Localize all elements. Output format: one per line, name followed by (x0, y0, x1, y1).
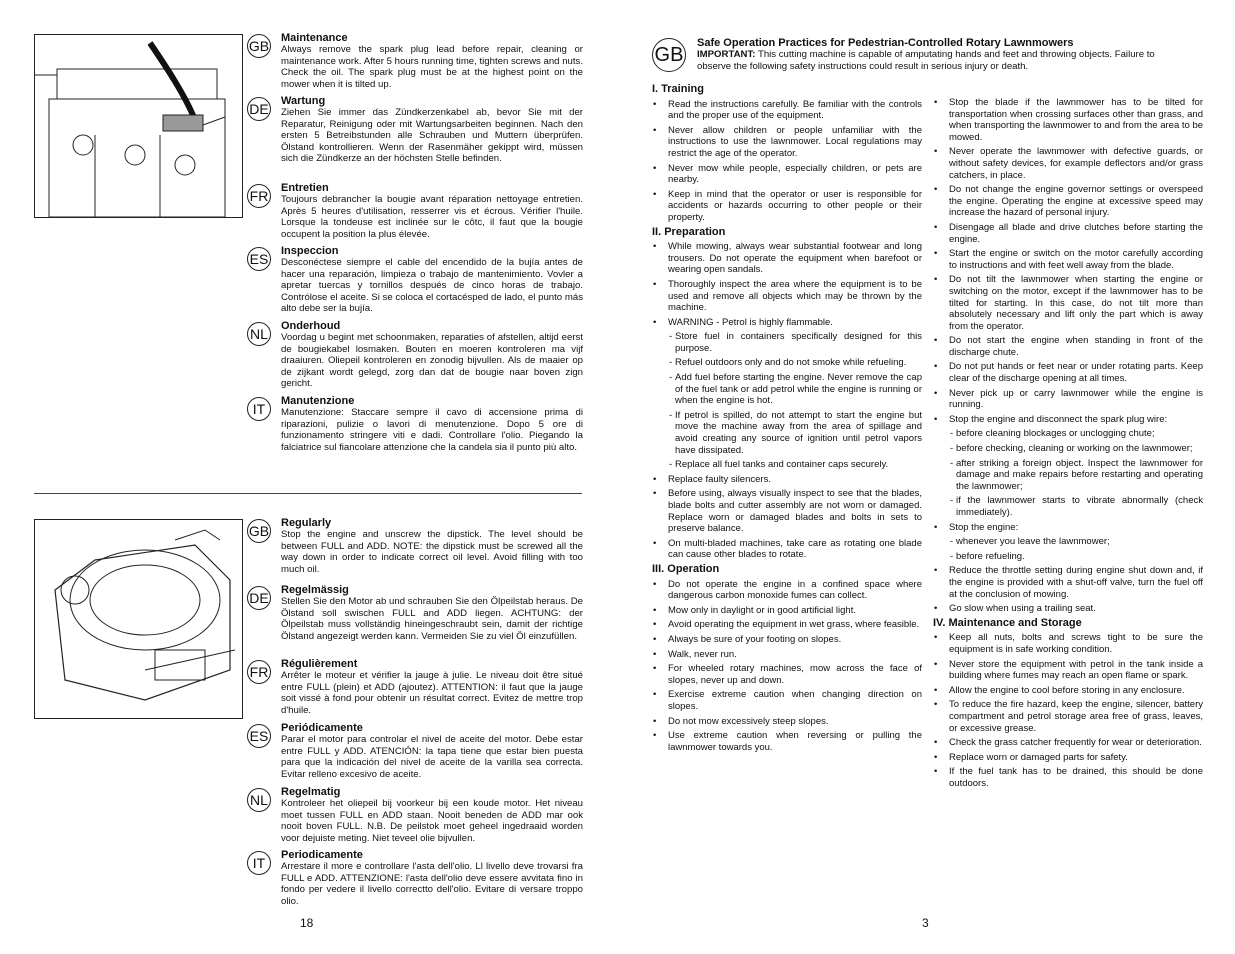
list-item: • Go slow when using a trailing seat. (933, 603, 1203, 615)
block-text: Parar el motor para controlar el nivel de aceite del motor. Debe estar entre FULL y ADD. ATENCIÓN: la tapa tiene que estar bien puesta para que la indicación del nivel de aceite de la varilla sea correcta. Evitar relleno excesivo de aceite. (281, 734, 583, 780)
block-text: Manutenzione: Staccare sempre il cavo di accensione prima di riparazioni, pulizie o lavori di menutenzione. Dopo 5 ore di funzionamento stringere viti e dadi. Controllare l'olio. Piegando la falciatrice sul fiancolare attenzione che la candela sia il punto più alto. (281, 407, 583, 453)
operation-continued-list (933, 97, 1203, 615)
list-item: • While mowing, always wear substantial footwear and long trousers. Do not operate the equipment when barefoot or wearing open sandals. (652, 241, 922, 276)
operation-list (652, 579, 922, 754)
block-title: Wartung (281, 95, 326, 107)
block-title: Entretien (281, 182, 329, 194)
safety-intro (697, 37, 1187, 72)
block-text: Always remove the spark plug lead before repair, cleaning or maintenance work. After 5 hours running time, tighten screws and nuts. Check the oil. The spark plug must be at the highest point on the mower when it is tilted up. (281, 44, 583, 90)
list-item: - Replace all fuel tanks and container caps securely. (652, 459, 922, 471)
engine-spark-plug-figure (34, 34, 243, 218)
regularly-block-de (281, 584, 583, 642)
list-item: • WARNING - Petrol is highly flammable. (652, 317, 922, 329)
list-item: • Check the grass catcher frequently for wear or deterioration. (933, 737, 1203, 749)
block-text: Voordag u begint met schoonmaken, reparaties of afstellen, altijd eerst de bougiekabel losmaken. Bouten en moeren kontroleren ma vijf draaiuren. Oliepeil kontroleren en zonodig bijvullen. Als de maaier op de zijkant wordt gelegd, zorg dan dat de bougie naar boven zign gericht. (281, 332, 583, 390)
list-item: - If petrol is spilled, do not attempt to start the engine but move the machine away from the area of spillage and avoid creating any source of ignition until petrol vapors have dissipated. (652, 410, 922, 456)
list-item: • On multi-bladed machines, take care as rotating one blade can cause other blades to rotate. (652, 538, 922, 561)
engine-dipstick-icon (35, 520, 242, 718)
list-item: - Refuel outdoors only and do not smoke while refueling. (652, 357, 922, 369)
list-item: • Stop the blade if the lawnmower has to be tilted for transportation when crossing surfaces other than grass, and when transporting the lawnmower to and from the area to be mowed. (933, 97, 1203, 143)
list-item: - before refueling. (933, 551, 1203, 563)
list-item: • Allow the engine to cool before storing in any enclosure. (933, 685, 1203, 697)
engine-spark-plug-icon (35, 35, 242, 217)
lang-badge-de: DE (247, 97, 271, 121)
list-item: • Keep all nuts, bolts and screws tight to be sure the equipment is in safe working condition. (933, 632, 1203, 655)
list-item: • Never operate the lawnmower with defective guards, or without safety devices, for example deflectors and/or grass catchers, in place. (933, 146, 1203, 181)
list-item: • Avoid operating the equipment in wet grass, where feasible. (652, 619, 922, 631)
list-item: • For wheeled rotary machines, mow across the face of slopes, never up and down. (652, 663, 922, 686)
section-operation-heading: III. Operation (652, 562, 720, 575)
list-item: • Disengage all blade and drive clutches before starting the engine. (933, 222, 1203, 245)
lang-badge-it: IT (247, 851, 271, 875)
page-number-right: 3 (922, 916, 929, 930)
list-item: • Never store the equipment with petrol in the tank inside a building where fumes may reach an open flame or spark. (933, 659, 1203, 682)
maintenance-block-es (281, 245, 583, 315)
safety-title: Safe Operation Practices for Pedestrian-Controlled Rotary Lawnmowers (697, 37, 1074, 49)
list-item: • Replace faulty silencers. (652, 474, 922, 486)
block-text: Ziehen Sie immer das Zündkerzenkabel ab, bevor Sie mit der Reparatur, Reinigung oder mit Wartungsarbeiten beginnen. Nach den ersten 5 Betreibstunden alle Schrauben und Muttern überprüfen. Ölstand kontrollieren. Wenn der Rasenmäher gekippt wird, müssen sich die Zündkerze an der höchsten Stelle befinden. (281, 107, 583, 165)
training-list (652, 99, 922, 224)
lang-badge-gb: GB (247, 519, 271, 543)
list-item: • Replace worn or damaged parts for safety. (933, 752, 1203, 764)
important-note (697, 49, 1187, 72)
block-title: Regelmatig (281, 786, 341, 798)
lang-badge-de: DE (247, 586, 271, 610)
list-item: • Before using, always visually inspect to see that the blades, blade bolts and cutter assembly are not worn or damaged. Replace worn or damaged blades and bolts in sets to preserve balance. (652, 488, 922, 534)
regularly-block-fr (281, 658, 583, 716)
list-item: • If the fuel tank has to be drained, this should be done outdoors. (933, 766, 1203, 789)
block-title: Inspeccion (281, 245, 339, 257)
list-item: • Mow only in daylight or in good artificial light. (652, 605, 922, 617)
block-text: Toujours debrancher la bougie avant réparation nettoyage entretien. Après 5 heures d'utilisation, resserrer vis et écrous. Vérifier l'huile. Lorsque la tondeuse est inclinée sur le côtc, il faut que la bougie occupent la position la plus élevée. (281, 194, 583, 240)
list-item: • Stop the engine: (933, 522, 1203, 534)
block-text: Kontroleer het oliepeil bij voorkeur bij een koude motor. Het niveau moet tussen FULL en ADD staan. Nooit beneden de ADD mar ook nooit boven FULL. N.B. De peilstok moet geheel ingedraaid worden voor dejuiste meting. Niet teveel olie bijvullen. (281, 798, 583, 844)
lang-badge-it: IT (247, 397, 271, 421)
list-item: • Do not put hands or feet near or under rotating parts. Keep clear of the discharge opening at all times. (933, 361, 1203, 384)
list-item: - before cleaning blockages or unclogging chute; (933, 428, 1203, 440)
list-item: • Exercise extreme caution when changing direction on slopes. (652, 689, 922, 712)
list-item: - whenever you leave the lawnmower; (933, 536, 1203, 548)
regularly-block-es (281, 722, 583, 780)
list-item: • Reduce the throttle setting during engine shut down and, if the engine is provided with a shut-off valve, turn the fuel off at the conclusion of mowing. (933, 565, 1203, 600)
preparation-list (652, 241, 922, 561)
list-item: • Never mow while people, especially children, or pets are nearby. (652, 163, 922, 186)
safety-column-left (652, 84, 922, 756)
list-item: - Add fuel before starting the engine. Never remove the cap of the fuel tank or add petrol while the engine is running or when the engine is hot. (652, 372, 922, 407)
list-item: • Do not operate the engine in a confined space where dangerous carbon monoxide fumes can collect. (652, 579, 922, 602)
block-title: Periodicamente (281, 849, 363, 861)
list-item: • Do not tilt the lawnmower when starting the engine or switching on the motor, except if the lawnmower has to be tilted for starting. In this case, do not tilt more than absolutely necessary and lift only the part which is away from the operator. (933, 274, 1203, 332)
block-text: Arrestare il more e controllare l'asta dell'olio. Ll livello deve trovarsi fra FULL e ADD. ATTENZIONE: l'asta dell'olio deve essere avvitata fino in fondo per vedere il livello correctto dell'olio. Evitare di versare troppo olio. (281, 861, 583, 907)
list-item: • Do not mow excessively steep slopes. (652, 716, 922, 728)
block-title: Onderhoud (281, 320, 341, 332)
list-item: • Walk, never run. (652, 649, 922, 661)
block-title: Regelmässig (281, 584, 349, 596)
list-item: • Start the engine or switch on the motor carefully according to instructions and with feet well away from the blade. (933, 248, 1203, 271)
page-number-left: 18 (300, 916, 314, 930)
list-item: • To reduce the fire hazard, keep the engine, silencer, battery compartment and petrol storage area free of grass, leaves, or excessive grease. (933, 699, 1203, 734)
list-item: • Read the instructions carefully. Be familiar with the controls and the proper use of the equipment. (652, 99, 922, 122)
block-text: Stellen Sie den Motor ab und schrauben Sie den Ölpeilstab heraus. De Ölstand soll swischen FULL and ADD liegen. ACHTUNG: der Ölpeilstab muss vollständig hineingeschraubt sein, damit der richtige Ölstand angezeigt werden kann. Vermeiden Sie zu viel Öl einzufüllen. (281, 596, 583, 642)
list-item: • Never allow children or people unfamiliar with the instructions to use the lawnmower. Local regulations may restrict the age of the operator. (652, 125, 922, 160)
list-item: - after striking a foreign object. Inspect the lawnmower for damage and make repairs before restarting and operating the lawnmower; (933, 458, 1203, 493)
list-item: - if the lawnmower starts to vibrate abnormally (check immediately). (933, 495, 1203, 518)
block-text: Desconéctese siempre el cable del encendido de la bujía antes de hacer una reparación, limpieza o trabajo de mantenimiento. Vovler a apretar tuercas y tornillos después de cinco horas de trabajo. Contrólose el aceite. Si se coloca el cortacésped de lado, el punto más alto debe ser la bujía. (281, 257, 583, 315)
section-maintenance-heading: IV. Maintenance and Storage (933, 616, 1082, 629)
section-preparation-heading: II. Preparation (652, 225, 726, 238)
lang-badge-nl: NL (247, 788, 271, 812)
regularly-block-nl (281, 786, 583, 844)
maintenance-list (933, 632, 1203, 789)
list-item: • Do not start the engine when standing in front of the discharge chute. (933, 335, 1203, 358)
list-item: • Never pick up or carry lawnmower while the engine is running. (933, 388, 1203, 411)
lang-badge-fr: FR (247, 184, 271, 208)
engine-dipstick-figure (34, 519, 243, 719)
list-item: • Do not change the engine governor settings or overspeed the engine. Operating the engine at excessive speed may increase the hazard of personal injury. (933, 184, 1203, 219)
maintenance-block-gb (281, 32, 583, 90)
list-item: • Stop the engine and disconnect the spark plug wire: (933, 414, 1203, 426)
important-label: IMPORTANT: (697, 49, 756, 60)
important-text: This cutting machine is capable of amputating hands and feet and throwing objects. Failure to observe the following safety instructions could result in serious injury or death. (697, 49, 1155, 72)
list-item: • Thoroughly inspect the area where the equipment is to be used and remove all objects which may be thrown by the machine. (652, 279, 922, 314)
list-item: • Always be sure of your footing on slopes. (652, 634, 922, 646)
list-item: • Keep in mind that the operator or user is responsible for accidents or hazards occurring to other people or their property. (652, 189, 922, 224)
list-item: - Store fuel in containers specifically designed for this purpose. (652, 331, 922, 354)
section-training-heading: I. Training (652, 83, 704, 95)
block-title: Periódicamente (281, 722, 363, 734)
block-title: Regularly (281, 517, 332, 529)
divider (34, 493, 582, 494)
maintenance-block-it (281, 395, 583, 453)
regularly-block-it (281, 849, 583, 907)
list-item: • Use extreme caution when reversing or pulling the lawnmower towards you. (652, 730, 922, 753)
block-text: Arrêter le moteur et vérifier la jauge à julie. Le niveau doit être situé entre FULL (plein) et ADD (ajoutez). ATTENTION: il faut que la jauge soit vissé à fond pour obtenir un résultat correct. Evitez de mettre trop d'huile. (281, 670, 583, 716)
maintenance-block-de (281, 95, 583, 165)
regularly-block-gb (281, 517, 583, 575)
list-item: - before checking, cleaning or working on the lawnmower; (933, 443, 1203, 455)
lang-badge-gb: GB (247, 34, 271, 58)
lang-badge-es: ES (247, 247, 271, 271)
safety-column-right (933, 97, 1203, 792)
block-title: Régulièrement (281, 658, 358, 670)
block-title: Maintenance (281, 32, 348, 44)
block-text: Stop the engine and unscrew the dipstick. The level should be between FULL and ADD. NOTE: the dipstick must be screwed all the way down in order to indicate correct oil level. Avoid filling with too much oil. (281, 529, 583, 575)
lang-badge-es: ES (247, 724, 271, 748)
maintenance-block-nl (281, 320, 583, 390)
block-title: Manutenzione (281, 395, 355, 407)
lang-badge-nl: NL (247, 322, 271, 346)
lang-badge-fr: FR (247, 660, 271, 684)
lang-badge-gb: GB (652, 38, 686, 72)
maintenance-block-fr (281, 182, 583, 240)
